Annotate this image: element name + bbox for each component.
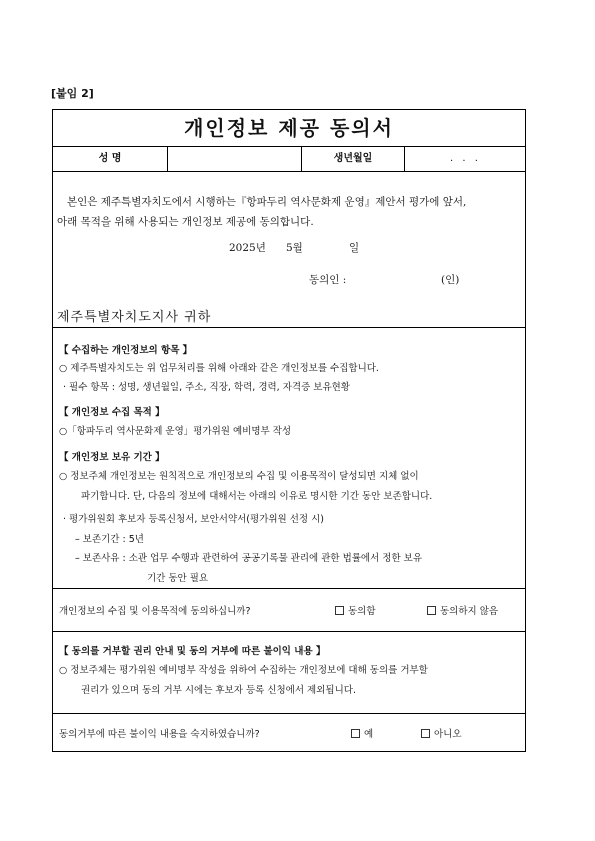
- question-1-text: 개인정보의 수집 및 이용목적에 동의하십니까?: [59, 606, 251, 617]
- checkbox-icon[interactable]: [421, 729, 430, 738]
- purpose-heading: 【 개인정보 수집 목적 】: [59, 407, 165, 418]
- disagree-checkbox[interactable]: [427, 603, 498, 617]
- retention-heading: 【 개인정보 보유 기간 】: [59, 452, 165, 463]
- yes-label: 예: [364, 729, 374, 740]
- form-title: 개인정보 제공 동의서: [184, 116, 394, 140]
- refusal-item-1-line-1: ○ 정보주체는 평가위원 예비명부 작성을 위하여 수집하는 개인정보에 대해 동의를 거부할: [59, 665, 428, 676]
- no-checkbox[interactable]: [421, 726, 462, 740]
- consent-line-2: 아래 목적을 위해 사용되는 개인정보 제공에 동의합니다.: [57, 216, 314, 228]
- date-day: 일: [349, 242, 360, 254]
- date-month: 5월: [286, 242, 303, 254]
- consent-form: [52, 109, 526, 752]
- retention-item-4-line-2: 기간 동안 필요: [147, 573, 209, 584]
- checkbox-icon[interactable]: [335, 606, 344, 615]
- collection-item-2: · 필수 항목 : 성명, 생년월일, 주소, 직장, 학력, 경력, 자격증 보유현황: [63, 382, 350, 393]
- collection-item-1: ○ 제주특별자치도는 위 업무처리를 위해 아래와 같은 개인정보를 수집합니다.: [59, 363, 379, 374]
- consent-line-1: 본인은 제주특별자치도에서 시행하는『항파두리 역사문화제 운영』제안서 평가에 앞서,: [67, 196, 467, 208]
- consent-statement: [53, 172, 525, 327]
- retention-item-1-line-1: ○ 정보주체 개인정보는 원칙적으로 개인정보의 수집 및 이용목적이 달성되면 지체 없이: [59, 471, 419, 482]
- refusal-item-1-line-2: 권리가 있으며 동의 거부 시에는 후보자 등록 신청에서 제외됩니다.: [81, 685, 356, 696]
- question-2-row: [53, 714, 525, 752]
- purpose-item-1: ○「항파두리 역사문화제 운영」평가위원 예비명부 작성: [59, 426, 292, 437]
- retention-item-1-line-2: 파기합니다. 단, 다음의 정보에 대해서는 아래의 이유로 명시한 기간 동안 보존합니다.: [81, 491, 433, 502]
- birth-label: 생년월일: [333, 153, 373, 164]
- attachment-label: [붙임 2]: [51, 87, 94, 100]
- agree-label: 동의함: [348, 606, 376, 617]
- question-2-text: 동의거부에 따른 불이익 내용을 숙지하였습니까?: [59, 729, 260, 740]
- retention-item-4-line-1: – 보존사유 : 소관 업무 수행과 관련하여 공공기록물 관리에 관한 법률에서 정한 보유: [75, 553, 423, 564]
- checkbox-icon[interactable]: [351, 729, 360, 738]
- refusal-section: [53, 632, 525, 713]
- yes-checkbox[interactable]: [351, 726, 373, 740]
- disagree-label: 동의하지 않음: [440, 606, 499, 617]
- retention-item-2: · 평가위원회 후보자 등록신청서, 보안서약서(평가위원 선정 시): [63, 514, 324, 525]
- seal-mark: (인): [441, 274, 460, 286]
- name-row: [53, 146, 525, 171]
- signer-label: 동의인 :: [309, 274, 347, 286]
- agree-checkbox[interactable]: [335, 603, 376, 617]
- name-field[interactable]: [168, 146, 301, 171]
- name-label: 성 명: [98, 153, 122, 164]
- birth-field[interactable]: . . .: [450, 153, 481, 164]
- info-section: [53, 328, 525, 588]
- question-1-row: [53, 589, 525, 631]
- checkbox-icon[interactable]: [427, 606, 436, 615]
- date-year: 2025년: [229, 242, 266, 254]
- retention-item-3: – 보존기간 : 5년: [75, 534, 144, 545]
- refusal-heading: 【 동의를 거부할 권리 안내 및 동의 거부에 따른 불이익 내용 】: [59, 646, 326, 657]
- addressee: 제주특별자치도지사 귀하: [57, 310, 212, 325]
- no-label: 아니오: [434, 729, 462, 740]
- collection-heading: 【 수집하는 개인정보의 항목 】: [59, 345, 193, 356]
